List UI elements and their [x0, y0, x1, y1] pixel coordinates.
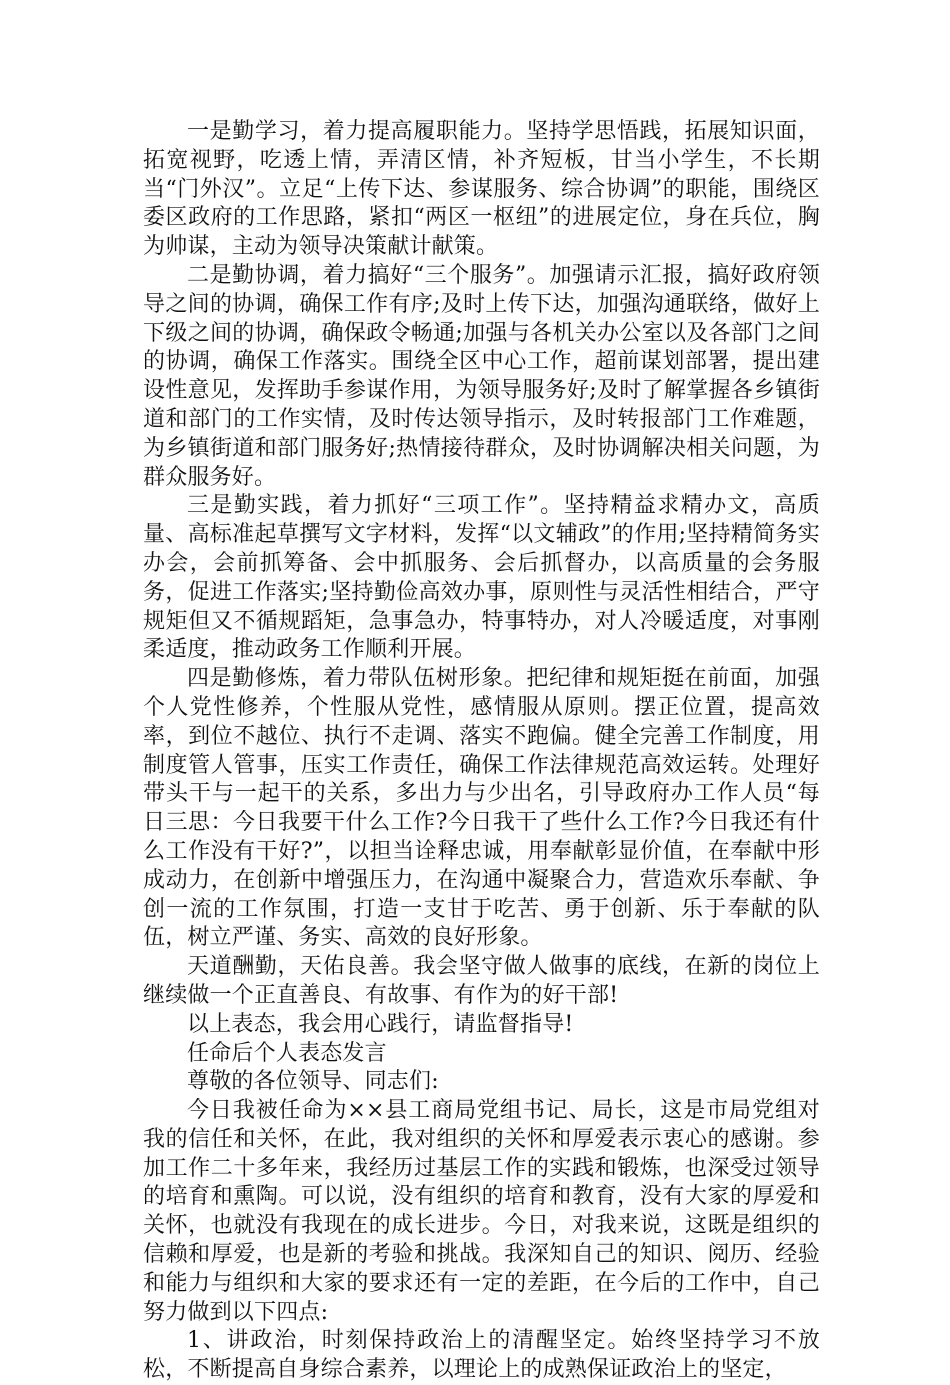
paragraph-point-politics: 1、讲政治，时刻保持政治上的清醒坚定。始终坚持学习不放松，不断提高自身综合素养，以理论上的成熟保证政治上的坚定， — [143, 1328, 820, 1383]
paragraph-diligent-cultivation: 四是勤修炼，着力带队伍树形象。把纪律和规矩挺在前面，加强个人党性修养，个性服从党性，感情服从原则。摆正位置，提高效率，到位不越位、执行不走调、落实不跑偏。健全完善工作制度，用制度管人管事，压实工作责任，确保工作法律规范高效运转。处理好带头干与一起干的关系，多出力与少出名，引导政府办工作人员“每日三思：今日我要干什么工作?今日我干了些什么工作?今日我还有什么工作没有干好?”，以担当诠释忠诚，用奉献彰显价值，在奉献中形成动力，在创新中增强压力，在沟通中凝聚合力，营造欢乐奉献、争创一流的工作氛围，打造一支甘于吃苦、勇于创新、乐于奉献的队伍，树立严谨、务实、高效的良好形象。 — [143, 666, 820, 951]
document-body — [143, 118, 820, 1385]
paragraph-closing-pledge: 天道酬勤，天佑良善。我会坚守做人做事的底线，在新的岗位上继续做一个正直善良、有故事、有作为的好干部! — [143, 954, 820, 1008]
section-heading: 任命后个人表态发言 — [187, 1040, 387, 1066]
paragraph-diligent-practice: 三是勤实践，着力抓好“三项工作”。坚持精益求精办文，高质量、高标准起草撰写文字材料，发挥“以文辅政”的作用;坚持精简务实办会，会前抓筹备、会中抓服务、会后抓督办，以高质量的会务服务，促进工作落实;坚持勤俭高效办事，原则性与灵活性相结合，严守规矩但又不循规蹈矩，急事急办，特事特办，对人冷暖适度，对事刚柔适度，推动政务工作顺利开展。 — [143, 493, 820, 663]
paragraph-diligent-coordination: 二是勤协调，着力搞好“三个服务”。加强请示汇报，搞好政府领导之间的协调，确保工作有序;及时上传下达，加强沟通联络，做好上下级之间的协调，确保政令畅通;加强与各机关办公室以及各部门之间的协调，确保工作落实。围绕全区中心工作，超前谋划部署，提出建设性意见，发挥助手参谋作用，为领导服务好;及时了解掌握各乡镇街道和部门的工作实情，及时传达领导指示，及时转报部门工作难题，为乡镇街道和部门服务好;热情接待群众，及时协调解决相关问题，为群众服务好。 — [143, 262, 820, 490]
paragraph-appointment: 今日我被任命为××县工商局党组书记、局长，这是市局党组对我的信任和关怀，在此，我对组织的关怀和厚爱表示衷心的感谢。参加工作二十多年来，我经历过基层工作的实践和锻炼，也深受过领导的培育和熏陶。可以说，没有组织的培育和教育，没有大家的厚爱和关怀，也就没有我现在的成长进步。今日，对我来说，这既是组织的信赖和厚爱，也是新的考验和挑战。我深知自己的知识、阅历、经验和能力与组织和大家的要求还有一定的差距，在今后的工作中，自己努力做到以下四点: — [143, 1098, 820, 1325]
paragraph-closing-line: 以上表态，我会用心践行，请监督指导! — [187, 1011, 574, 1037]
paragraph-diligent-study: 一是勤学习，着力提高履职能力。坚持学思悟践，拓展知识面，拓宽视野，吃透上情，弄清区情，补齐短板，甘当小学生，不长期当“门外汉”。立足“上传下达、参谋服务、综合协调”的职能，围绕区委区政府的工作思路，紧扣“两区一枢纽”的进展定位，身在兵位，胸为帅谋，主动为领导决策献计献策。 — [143, 119, 820, 260]
salutation: 尊敬的各位领导、同志们: — [187, 1069, 439, 1095]
